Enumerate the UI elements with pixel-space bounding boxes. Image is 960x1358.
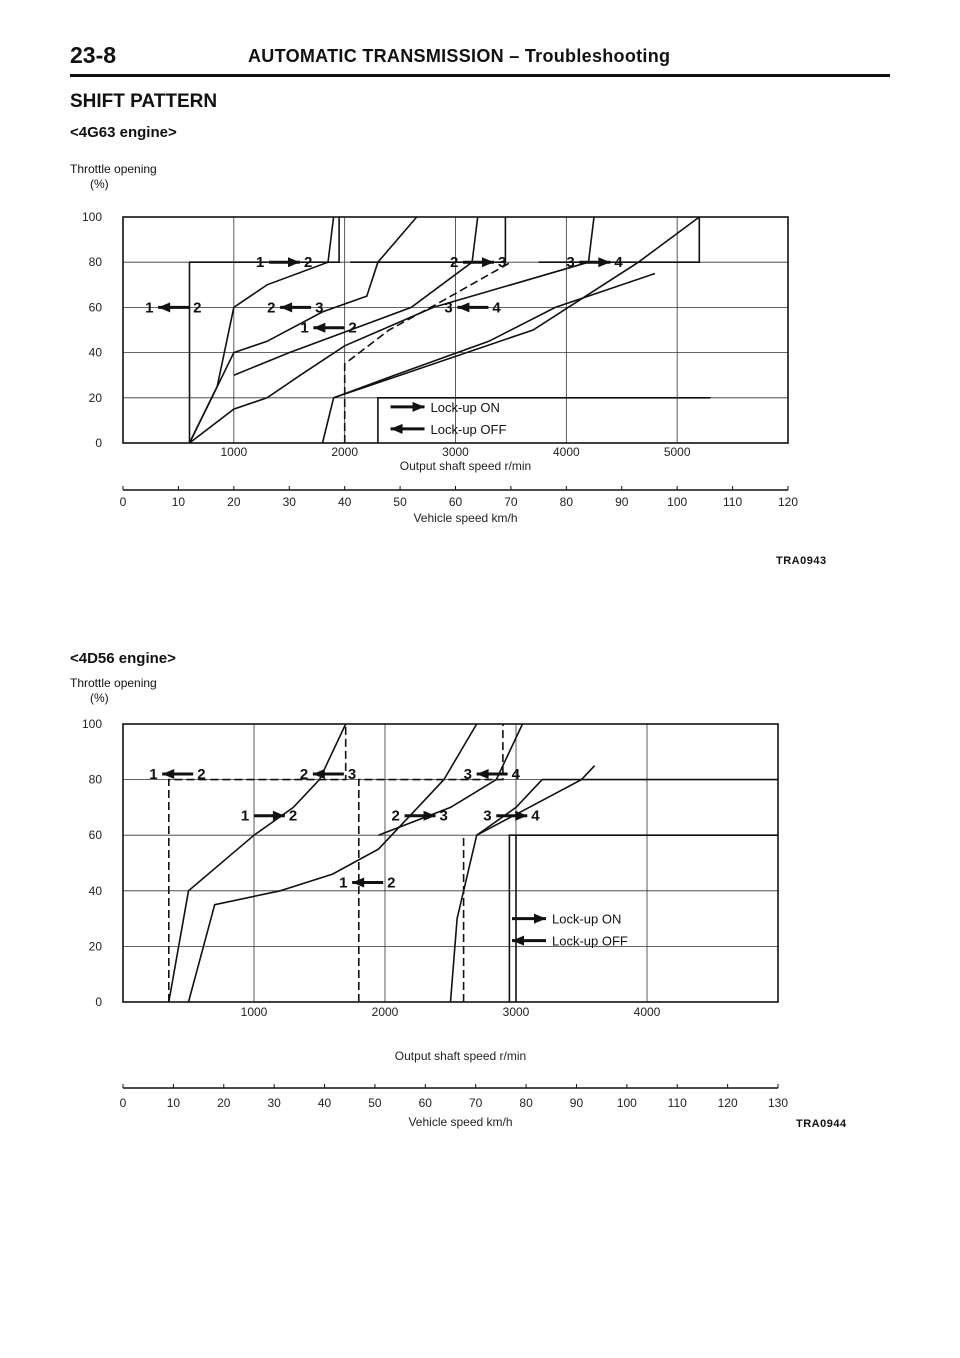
shift-label bbox=[241, 808, 297, 825]
x-tick-label: 4000 bbox=[633, 1005, 661, 1019]
shift-arrow-icon bbox=[496, 811, 527, 821]
y-axis-unit-4g63: (%) bbox=[90, 177, 109, 191]
arrow-head bbox=[477, 769, 489, 779]
section-title: SHIFT PATTERN bbox=[70, 91, 218, 112]
x-tick-label: 2000 bbox=[331, 445, 359, 459]
shift-line-1-2-kick-down- bbox=[169, 724, 346, 1002]
legend-label: Lock-up OFF bbox=[552, 933, 628, 949]
vehicle-speed-tick-label: 80 bbox=[519, 1096, 533, 1110]
vehicle-speed-tick-label: 90 bbox=[615, 495, 629, 509]
vehicle-speed-tick-label: 20 bbox=[217, 1096, 231, 1110]
shift-label-from: 3 bbox=[566, 254, 575, 272]
arrow-head bbox=[424, 811, 436, 821]
y-tick-label: 0 bbox=[95, 436, 102, 450]
vehicle-speed-tick-label: 70 bbox=[469, 1096, 483, 1110]
shift-label bbox=[392, 808, 448, 825]
vehicle-speed-tick-label: 30 bbox=[267, 1096, 281, 1110]
y-tick-label: 100 bbox=[81, 717, 102, 731]
x-tick-label: 1000 bbox=[240, 1005, 268, 1019]
shift-label-from: 2 bbox=[267, 299, 276, 317]
vehicle-speed-tick-label: 40 bbox=[337, 495, 352, 509]
shift-label-from: 1 bbox=[256, 254, 265, 272]
shift-arrow-icon bbox=[512, 914, 546, 924]
shift-label-from: 2 bbox=[299, 766, 309, 784]
vehicle-speed-tick-label: 50 bbox=[393, 495, 407, 509]
shift-label-to: 3 bbox=[497, 254, 507, 272]
vehicle-speed-tick-label: 100 bbox=[667, 495, 688, 509]
shift-label-from: 1 bbox=[145, 299, 154, 317]
shift-label bbox=[149, 766, 205, 783]
vehicle-speed-tick-label: 10 bbox=[171, 495, 186, 509]
shift-arrow-icon bbox=[352, 877, 383, 887]
vehicle-speed-axis-label: Vehicle speed km/h bbox=[413, 511, 518, 525]
vehicle-speed-tick-label: 0 bbox=[119, 495, 127, 509]
x-tick-label: 1000 bbox=[220, 445, 248, 459]
figure-code-4g63: TRA0943 bbox=[776, 555, 827, 567]
x-tick-label: 2000 bbox=[371, 1005, 399, 1019]
shift-label-to: 4 bbox=[511, 766, 520, 784]
shift-label-from: 2 bbox=[449, 254, 459, 272]
shift-label-to: 4 bbox=[614, 254, 623, 272]
shift-label-to: 2 bbox=[387, 874, 396, 892]
vehicle-speed-tick-label: 120 bbox=[777, 495, 799, 509]
y-axis-label-4d56: Throttle opening bbox=[70, 676, 157, 690]
vehicle-speed-tick-label: 70 bbox=[504, 495, 518, 509]
shift-label-from: 1 bbox=[240, 807, 250, 825]
legend-label: Lock-up OFF bbox=[430, 421, 507, 437]
arrow-head bbox=[273, 811, 285, 821]
y-tick-label: 80 bbox=[88, 772, 102, 787]
x-tick-label: 4000 bbox=[552, 445, 580, 459]
vehicle-speed-tick-label: 120 bbox=[717, 1096, 738, 1110]
shift-arrow-icon bbox=[162, 769, 193, 779]
shift-label-to: 2 bbox=[193, 299, 202, 317]
y-tick-label: 20 bbox=[88, 939, 102, 954]
y-tick-label: 0 bbox=[95, 995, 102, 1009]
shift-label bbox=[464, 766, 521, 783]
shift-label-from: 1 bbox=[339, 874, 348, 892]
shift-line-1-2 bbox=[169, 724, 346, 1002]
shift-label-to: 3 bbox=[439, 807, 448, 825]
vehicle-speed-tick-label: 10 bbox=[166, 1096, 181, 1110]
shift-line-2-1 bbox=[189, 724, 477, 1002]
shift-label-to: 2 bbox=[197, 766, 206, 784]
vehicle-speed-tick-label: 30 bbox=[282, 495, 296, 509]
x-tick-label: 5000 bbox=[663, 445, 691, 459]
arrow-head bbox=[534, 914, 546, 924]
page-title: AUTOMATIC TRANSMISSION – Troubleshooting bbox=[248, 46, 671, 66]
y-axis-unit-4d56: (%) bbox=[90, 691, 109, 705]
shift-arrow-icon bbox=[313, 769, 344, 779]
vehicle-speed-tick-label: 0 bbox=[119, 1096, 127, 1110]
shift-line-lock-up-on bbox=[509, 835, 778, 1002]
x-tick-label: 3000 bbox=[502, 1005, 530, 1019]
arrow-head bbox=[162, 769, 174, 779]
shift-line-3-4 bbox=[477, 766, 595, 836]
y-tick-label: 40 bbox=[88, 345, 102, 360]
legend-label: Lock-up ON bbox=[552, 911, 622, 927]
vehicle-speed-tick-label: 20 bbox=[227, 495, 241, 509]
vehicle-speed-tick-label: 60 bbox=[448, 495, 463, 509]
y-tick-label: 80 bbox=[88, 255, 102, 270]
x-axis-label: Output shaft speed r/min bbox=[394, 1049, 527, 1063]
vehicle-speed-tick-label: 100 bbox=[616, 1096, 637, 1110]
shift-label bbox=[300, 766, 356, 783]
shift-label-from: 3 bbox=[444, 299, 453, 317]
vehicle-speed-tick-label: 60 bbox=[418, 1096, 432, 1110]
shift-label-to: 3 bbox=[347, 766, 357, 784]
engine-label-4g63: <4G63 engine> bbox=[70, 124, 177, 141]
shift-label-from: 2 bbox=[391, 807, 400, 825]
y-tick-label: 100 bbox=[81, 210, 102, 224]
shift-label-from: 1 bbox=[149, 766, 158, 784]
y-tick-label: 60 bbox=[88, 300, 102, 315]
legend-label: Lock-up ON bbox=[430, 399, 500, 415]
y-tick-label: 60 bbox=[88, 828, 102, 843]
shift-label-from: 3 bbox=[483, 807, 492, 825]
vehicle-speed-tick-label: 80 bbox=[559, 495, 574, 509]
engine-label-4d56: <4D56 engine> bbox=[70, 650, 176, 667]
shift-label bbox=[339, 874, 395, 891]
shift-line-2-3-kick-down- bbox=[359, 724, 503, 1002]
shift-label-from: 1 bbox=[300, 319, 309, 337]
shift-label-to: 2 bbox=[348, 319, 357, 337]
vehicle-speed-tick-label: 130 bbox=[767, 1096, 789, 1110]
x-axis-label: Output shaft speed r/min bbox=[399, 459, 532, 473]
shift-label-to: 4 bbox=[531, 807, 540, 825]
vehicle-speed-tick-label: 110 bbox=[723, 495, 743, 509]
y-tick-label: 20 bbox=[88, 390, 102, 405]
vehicle-speed-tick-label: 110 bbox=[667, 1096, 687, 1110]
arrow-head bbox=[313, 769, 325, 779]
page-number: 23-8 bbox=[70, 42, 117, 68]
shift-label-to: 4 bbox=[492, 299, 501, 317]
vehicle-speed-axis-label: Vehicle speed km/h bbox=[408, 1115, 513, 1129]
figure-code-4d56: TRA0944 bbox=[796, 1118, 847, 1130]
shift-arrow-icon bbox=[512, 936, 546, 946]
y-tick-label: 40 bbox=[88, 883, 102, 898]
x-tick-label: 3000 bbox=[442, 445, 469, 459]
shift-label-to: 3 bbox=[315, 299, 324, 317]
shift-label-to: 2 bbox=[304, 254, 313, 272]
shift-arrow-icon bbox=[254, 811, 285, 821]
vehicle-speed-tick-label: 90 bbox=[569, 1096, 584, 1110]
vehicle-speed-tick-label: 40 bbox=[317, 1096, 332, 1110]
arrow-head bbox=[512, 936, 524, 946]
legend-item bbox=[512, 912, 621, 927]
shift-label-to: 2 bbox=[288, 807, 298, 825]
shift-label-from: 3 bbox=[463, 766, 472, 784]
vehicle-speed-tick-label: 50 bbox=[368, 1096, 382, 1110]
y-axis-label-4g63: Throttle opening bbox=[70, 162, 157, 176]
